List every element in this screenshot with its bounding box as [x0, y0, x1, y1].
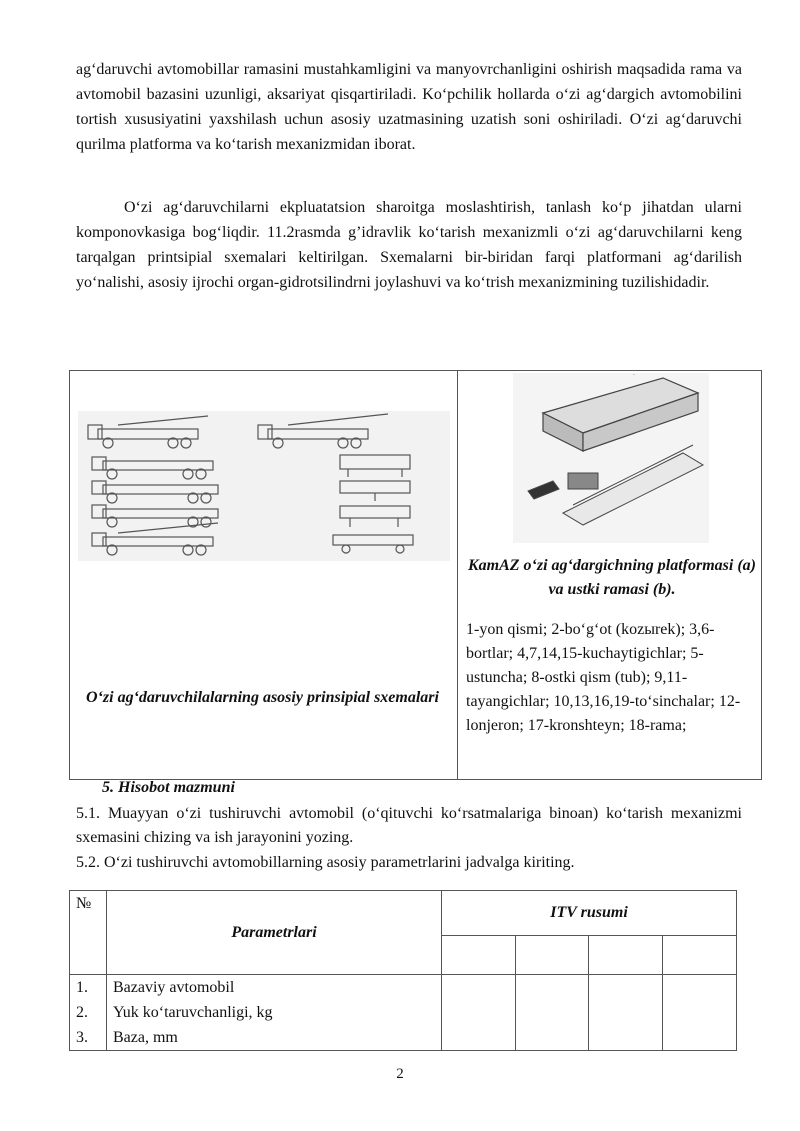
value-cell[interactable]	[515, 975, 589, 1051]
figure-left-caption: O‘zi ag‘daruvchilalarning asosiy prinsipial sxemalari	[86, 689, 439, 706]
report-item-1: 5.1. Muayyan o‘zi tushiruvchi avtomobil (o‘qituvchi ko‘rsatmalariga binoan) ko‘tarish mexanizmi sxemasini chizing va ish jarayonini yozing.	[76, 805, 742, 846]
itv-col-4[interactable]	[663, 936, 737, 975]
row-numbers	[70, 975, 107, 1051]
row-number: 3.	[76, 1029, 88, 1046]
header-parameters: Parametrlari	[107, 891, 442, 975]
itv-col-1[interactable]	[442, 936, 516, 975]
param-load-capacity: Yuk ko‘taruvchanligi, kg	[113, 1004, 273, 1021]
row-parameters	[107, 975, 442, 1051]
parameters-table	[69, 890, 737, 1051]
svg-text:·: ·	[633, 373, 635, 379]
param-wheelbase: Baza, mm	[113, 1029, 178, 1046]
row-number: 2.	[76, 1004, 88, 1021]
page-number: 2	[396, 1066, 404, 1082]
figure-divider	[457, 371, 458, 779]
figure-right-legend: 1-yon qismi; 2-bo‘g‘ot (kozыrek); 3,6-bortlar; 4,7,14,15-kuchaytigichlar; 5-ustuncha; 8-ostki qism (tub); 9,11-tayangichlar; 10,13,16,19-to‘sinchalar; 12-lonjeron; 17-kronshteyn; 18-rama;	[466, 621, 741, 734]
figure-right-caption: KamAZ o‘zi ag‘dargichning platformasi (a) va ustki ramasi (b).	[467, 557, 757, 598]
value-cell[interactable]	[663, 975, 737, 1051]
itv-col-3[interactable]	[589, 936, 663, 975]
header-itv-model: ITV rusumi	[442, 891, 737, 936]
row-number: 1.	[76, 979, 88, 996]
paragraph-schemes: O‘zi ag‘daruvchilarni ekpluatatsion sharoitga moslashtirish, tanlash ko‘p jihatdan ularni komponovkasiga bog‘liqdir. 11.2rasmda g’idravlik ko‘tarish mexanizmli o‘zi ag‘daruvchilarni keng tarqalgan printsipial sxemalari keltirilgan. Sxemalarni bir-biridan farqi platformani ag‘darilish yo‘nalishi, asosiy ijrochi organ-gidrotsilindrni joylashuvi va ko‘trish mexanizmining tuzilishidadir.	[76, 199, 742, 291]
itv-col-2[interactable]	[515, 936, 589, 975]
kamaz-platform-drawing	[513, 373, 709, 543]
value-cell[interactable]	[589, 975, 663, 1051]
dump-truck-schemes-drawing	[78, 411, 450, 561]
param-base-vehicle: Bazaviy avtomobil	[113, 979, 235, 996]
figure-table	[69, 370, 762, 780]
section-title: 5. Hisobot mazmuni	[102, 779, 235, 796]
value-cell[interactable]	[442, 975, 516, 1051]
header-number: №	[70, 891, 107, 975]
report-item-2: 5.2. O‘zi tushiruvchi avtomobillarning asosiy parametrlarini jadvalga kiriting.	[76, 854, 575, 871]
table-row	[70, 975, 737, 1051]
paragraph-intro: ag‘daruvchi avtomobillar ramasini mustahkamligini va manyovrchanligini oshirish maqsadida rama va avtomobil bazasini uzunligi, aksariyat qisqartiriladi. Ko‘pchilik hollarda o‘zi ag‘dargich avtomobilini tortish xususiyatini yaxshilash uchun asosiy uzatmasining uzatish soni oshiriladi. O‘zi ag‘daruvchi qurilma platforma va ko‘tarish mexanizmidan iborat.	[76, 61, 742, 153]
